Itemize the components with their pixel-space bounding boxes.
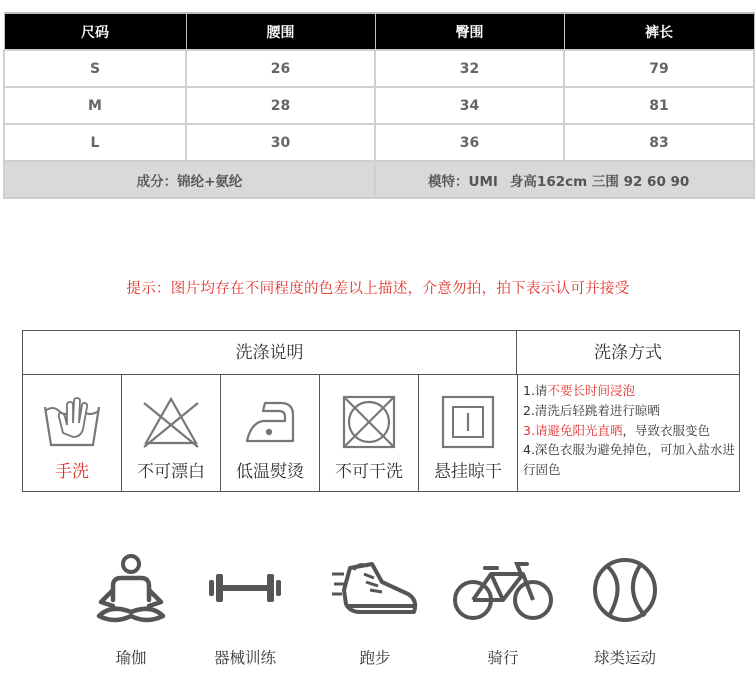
ball-icon (585, 550, 665, 630)
sport-label: 球类运动 (593, 649, 656, 667)
list-item (523, 440, 735, 480)
table-cell: 30 (186, 124, 375, 161)
table-cell: S (4, 50, 186, 87)
wash-symbol-label: 低温熨烫 (236, 462, 304, 482)
table-cell: 81 (564, 87, 754, 124)
sport-equipment-training (190, 550, 300, 667)
wash-symbol-label: 不可漂白 (137, 462, 205, 482)
wash-symbol-no-dry-clean (320, 375, 419, 491)
method-text: 3. (523, 422, 535, 438)
wash-symbol-no-bleach (122, 375, 221, 491)
bicycle-icon (451, 550, 555, 630)
list-item (523, 401, 735, 421)
sport-label: 瑜伽 (115, 649, 147, 667)
wash-symbol-hand-wash (23, 375, 122, 491)
header-length: 裤长 (564, 13, 754, 50)
wash-care-table (22, 330, 740, 492)
material-info: 成分：锦纶+氨纶 (4, 161, 375, 198)
wash-symbol-label: 悬挂晾干 (434, 462, 502, 482)
table-cell: 32 (375, 50, 564, 87)
method-text: 1.请 (523, 383, 548, 398)
no-dry-clean-icon (338, 393, 400, 451)
table-cell: 36 (375, 124, 564, 161)
list-item (523, 421, 735, 441)
size-table-footer (4, 161, 754, 198)
wash-symbol-low-iron (221, 375, 320, 491)
header-size: 尺码 (4, 13, 186, 50)
table-row (4, 124, 754, 161)
method-highlight: 不要长时间浸泡 (547, 383, 635, 398)
table-row (4, 50, 754, 87)
sport-yoga (76, 550, 186, 667)
hand-wash-icon (41, 393, 103, 451)
table-cell: 83 (564, 124, 754, 161)
method-text: 2.清洗后轻跳着进行晾晒 (523, 402, 660, 418)
table-row (4, 87, 754, 124)
table-cell: 26 (186, 50, 375, 87)
yoga-icon (91, 550, 171, 630)
method-text: 4.深色衣服为避免掉色，可加入盐水进行固色 (523, 442, 735, 478)
no-bleach-icon (140, 393, 202, 451)
wash-method-title: 洗涤方式 (517, 331, 739, 375)
header-hip: 臀围 (375, 13, 564, 50)
method-highlight: 请避免阳光直晒 (534, 422, 623, 438)
table-cell: 34 (375, 87, 564, 124)
running-shoe-icon (330, 550, 420, 630)
wash-method-list (523, 381, 735, 480)
dumbbell-icon (205, 550, 285, 630)
table-cell: 28 (186, 87, 375, 124)
sport-running (320, 550, 430, 667)
sport-ball-games (570, 550, 680, 667)
sport-cycling (448, 550, 558, 667)
method-text: ，导致衣服变色 (622, 422, 710, 438)
sport-label: 骑行 (487, 649, 519, 667)
low-iron-icon (239, 393, 301, 451)
color-difference-notice: 提示：图片均存在不同程度的色差以上描述，介意勿拍，拍下表示认可并接受 (126, 281, 630, 297)
wash-symbol-label: 不可干洗 (335, 462, 403, 482)
header-waist: 腰围 (186, 13, 375, 50)
sport-label: 器械训练 (213, 649, 276, 667)
list-item (523, 381, 735, 401)
wash-instructions-title: 洗涤说明 (23, 331, 517, 375)
model-stats: 身高162cm 三围 92 60 90 (509, 173, 690, 190)
size-table (3, 12, 755, 199)
wash-symbol-hang-dry (419, 375, 518, 491)
hang-dry-icon (437, 393, 499, 451)
table-cell: 79 (564, 50, 754, 87)
sport-label: 跑步 (359, 649, 391, 667)
model-name: 模特：UMI (428, 173, 498, 190)
model-info (375, 161, 754, 198)
table-cell: M (4, 87, 186, 124)
wash-symbol-label: 手洗 (55, 462, 89, 482)
size-table-header (4, 13, 754, 50)
table-cell: L (4, 124, 186, 161)
